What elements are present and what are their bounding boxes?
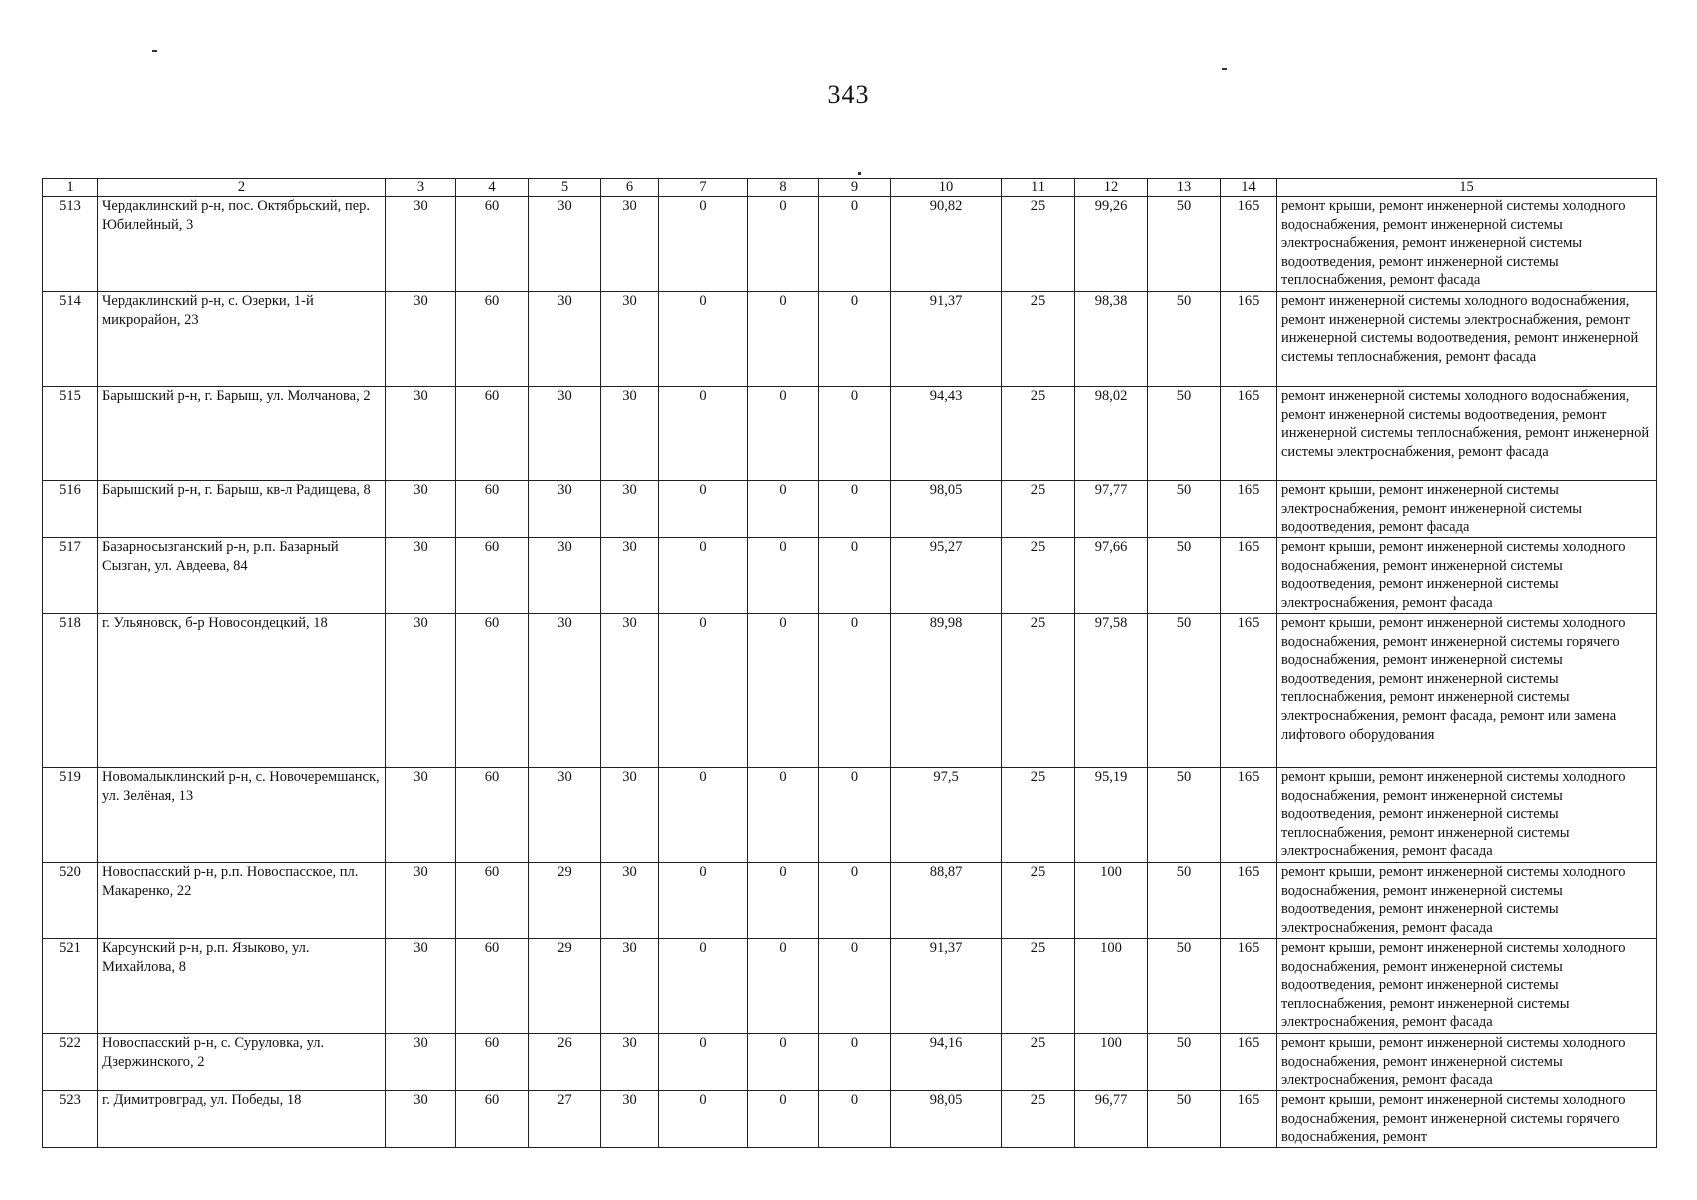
- value-cell: 50: [1148, 197, 1221, 292]
- address-cell: г. Ульяновск, б-р Новосондецкий, 18: [98, 614, 386, 768]
- value-cell: 30: [529, 292, 601, 387]
- works-list-cell: ремонт крыши, ремонт инженерной системы электроснабжения, ремонт инженерной системы водоотведения, ремонт фасада: [1277, 481, 1657, 538]
- row-number-cell: 518: [43, 614, 98, 768]
- value-cell: 91,37: [891, 292, 1002, 387]
- value-cell: 95,27: [891, 538, 1002, 614]
- value-cell: 165: [1221, 292, 1277, 387]
- works-list-cell: ремонт крыши, ремонт инженерной системы холодного водоснабжения, ремонт инженерной системы электроснабжения, ремонт инженерной системы водоотведения, ремонт инженерной системы теплоснабжения, ремонт фасада: [1277, 197, 1657, 292]
- value-cell: 60: [456, 768, 529, 863]
- works-list-cell: ремонт крыши, ремонт инженерной системы холодного водоснабжения, ремонт инженерной системы горячего водоснабжения, ремонт инженерной системы водоотведения, ремонт инженерной системы теплоснабжения, ремонт инженерной системы электроснабжения, ремонт фасада, ремонт или замена лифтового оборудования: [1277, 614, 1657, 768]
- value-cell: 0: [819, 538, 891, 614]
- table-row: [43, 863, 1657, 939]
- value-cell: 165: [1221, 481, 1277, 538]
- scan-speck: [858, 172, 861, 175]
- value-cell: 94,16: [891, 1034, 1002, 1091]
- column-header: 7: [659, 179, 748, 197]
- column-header: 8: [748, 179, 819, 197]
- column-header: 1: [43, 179, 98, 197]
- table-row: [43, 1034, 1657, 1091]
- value-cell: 30: [601, 197, 659, 292]
- works-list-cell: ремонт крыши, ремонт инженерной системы холодного водоснабжения, ремонт инженерной системы водоотведения, ремонт инженерной системы электроснабжения, ремонт фасада: [1277, 538, 1657, 614]
- works-list-cell: ремонт крыши, ремонт инженерной системы холодного водоснабжения, ремонт инженерной системы электроснабжения, ремонт фасада: [1277, 1034, 1657, 1091]
- value-cell: 0: [659, 614, 748, 768]
- row-number-cell: 519: [43, 768, 98, 863]
- value-cell: 97,58: [1075, 614, 1148, 768]
- value-cell: 60: [456, 939, 529, 1034]
- value-cell: 30: [601, 939, 659, 1034]
- value-cell: 0: [819, 939, 891, 1034]
- works-list-cell: ремонт крыши, ремонт инженерной системы холодного водоснабжения, ремонт инженерной системы водоотведения, ремонт инженерной системы теплоснабжения, ремонт инженерной системы электроснабжения, ремонт фасада: [1277, 939, 1657, 1034]
- value-cell: 0: [748, 1034, 819, 1091]
- value-cell: 97,5: [891, 768, 1002, 863]
- value-cell: 97,77: [1075, 481, 1148, 538]
- value-cell: 0: [748, 387, 819, 481]
- value-cell: 99,26: [1075, 197, 1148, 292]
- value-cell: 60: [456, 292, 529, 387]
- value-cell: 0: [659, 1091, 748, 1148]
- column-header: 13: [1148, 179, 1221, 197]
- value-cell: 0: [819, 614, 891, 768]
- table-row: [43, 538, 1657, 614]
- value-cell: 165: [1221, 768, 1277, 863]
- value-cell: 30: [601, 481, 659, 538]
- value-cell: 30: [601, 292, 659, 387]
- value-cell: 0: [748, 768, 819, 863]
- value-cell: 30: [386, 939, 456, 1034]
- value-cell: 25: [1002, 614, 1075, 768]
- value-cell: 25: [1002, 1091, 1075, 1148]
- value-cell: 25: [1002, 863, 1075, 939]
- works-list-cell: ремонт крыши, ремонт инженерной системы холодного водоснабжения, ремонт инженерной системы горячего водоснабжения, ремонт: [1277, 1091, 1657, 1148]
- value-cell: 0: [748, 197, 819, 292]
- value-cell: 30: [386, 197, 456, 292]
- value-cell: 30: [529, 614, 601, 768]
- value-cell: 60: [456, 1034, 529, 1091]
- column-header: 14: [1221, 179, 1277, 197]
- address-cell: Новомалыклинский р-н, с. Новочеремшанск, ул. Зелёная, 13: [98, 768, 386, 863]
- value-cell: 0: [748, 863, 819, 939]
- value-cell: 25: [1002, 768, 1075, 863]
- table-row: [43, 768, 1657, 863]
- table-row: [43, 1091, 1657, 1148]
- column-header: 5: [529, 179, 601, 197]
- table-body: [43, 197, 1657, 1148]
- table-row: [43, 197, 1657, 292]
- address-cell: Чердаклинский р-н, с. Озерки, 1-й микрорайон, 23: [98, 292, 386, 387]
- address-cell: г. Димитровград, ул. Победы, 18: [98, 1091, 386, 1148]
- value-cell: 30: [386, 1034, 456, 1091]
- address-cell: Карсунский р-н, р.п. Языково, ул. Михайлова, 8: [98, 939, 386, 1034]
- value-cell: 30: [529, 387, 601, 481]
- value-cell: 0: [659, 863, 748, 939]
- value-cell: 165: [1221, 939, 1277, 1034]
- value-cell: 50: [1148, 1091, 1221, 1148]
- row-number-cell: 523: [43, 1091, 98, 1148]
- value-cell: 30: [601, 538, 659, 614]
- value-cell: 30: [386, 768, 456, 863]
- value-cell: 0: [748, 614, 819, 768]
- row-number-cell: 522: [43, 1034, 98, 1091]
- value-cell: 26: [529, 1034, 601, 1091]
- table-row: [43, 481, 1657, 538]
- value-cell: 0: [819, 1091, 891, 1148]
- value-cell: 0: [659, 939, 748, 1034]
- value-cell: 0: [748, 538, 819, 614]
- value-cell: 0: [659, 197, 748, 292]
- value-cell: 96,77: [1075, 1091, 1148, 1148]
- value-cell: 0: [819, 387, 891, 481]
- value-cell: 25: [1002, 292, 1075, 387]
- value-cell: 30: [386, 481, 456, 538]
- value-cell: 29: [529, 939, 601, 1034]
- value-cell: 30: [601, 1091, 659, 1148]
- value-cell: 100: [1075, 1034, 1148, 1091]
- scan-speck: [1222, 68, 1227, 70]
- value-cell: 25: [1002, 939, 1075, 1034]
- value-cell: 50: [1148, 768, 1221, 863]
- column-header: 15: [1277, 179, 1657, 197]
- value-cell: 100: [1075, 863, 1148, 939]
- row-number-cell: 513: [43, 197, 98, 292]
- value-cell: 50: [1148, 292, 1221, 387]
- table-row: [43, 387, 1657, 481]
- value-cell: 95,19: [1075, 768, 1148, 863]
- value-cell: 30: [529, 768, 601, 863]
- works-list-cell: ремонт инженерной системы холодного водоснабжения, ремонт инженерной системы электроснабжения, ремонт инженерной системы водоотведения, ремонт инженерной системы теплоснабжения, ремонт фасада: [1277, 292, 1657, 387]
- value-cell: 0: [659, 292, 748, 387]
- value-cell: 90,82: [891, 197, 1002, 292]
- value-cell: 60: [456, 538, 529, 614]
- works-list-cell: ремонт крыши, ремонт инженерной системы холодного водоснабжения, ремонт инженерной системы водоотведения, ремонт инженерной системы электроснабжения, ремонт фасада: [1277, 863, 1657, 939]
- row-number-cell: 514: [43, 292, 98, 387]
- value-cell: 50: [1148, 863, 1221, 939]
- row-number-cell: 517: [43, 538, 98, 614]
- row-number-cell: 521: [43, 939, 98, 1034]
- address-cell: Барышский р-н, г. Барыш, ул. Молчанова, 2: [98, 387, 386, 481]
- value-cell: 88,87: [891, 863, 1002, 939]
- works-list-cell: ремонт крыши, ремонт инженерной системы холодного водоснабжения, ремонт инженерной системы водоотведения, ремонт инженерной системы теплоснабжения, ремонт инженерной системы электроснабжения, ремонт фасада: [1277, 768, 1657, 863]
- value-cell: 0: [659, 538, 748, 614]
- value-cell: 30: [601, 863, 659, 939]
- repair-program-table: [42, 178, 1657, 1148]
- scan-speck: [152, 50, 157, 52]
- value-cell: 60: [456, 387, 529, 481]
- value-cell: 25: [1002, 538, 1075, 614]
- value-cell: 0: [819, 1034, 891, 1091]
- value-cell: 60: [456, 1091, 529, 1148]
- value-cell: 30: [386, 863, 456, 939]
- value-cell: 30: [601, 614, 659, 768]
- table-row: [43, 292, 1657, 387]
- value-cell: 0: [748, 481, 819, 538]
- value-cell: 165: [1221, 1091, 1277, 1148]
- value-cell: 98,02: [1075, 387, 1148, 481]
- value-cell: 165: [1221, 863, 1277, 939]
- value-cell: 165: [1221, 387, 1277, 481]
- value-cell: 0: [659, 387, 748, 481]
- value-cell: 91,37: [891, 939, 1002, 1034]
- value-cell: 0: [659, 1034, 748, 1091]
- value-cell: 165: [1221, 538, 1277, 614]
- value-cell: 50: [1148, 387, 1221, 481]
- column-header: 6: [601, 179, 659, 197]
- value-cell: 0: [659, 481, 748, 538]
- value-cell: 60: [456, 481, 529, 538]
- value-cell: 97,66: [1075, 538, 1148, 614]
- value-cell: 30: [601, 387, 659, 481]
- value-cell: 100: [1075, 939, 1148, 1034]
- column-header: 10: [891, 179, 1002, 197]
- column-number-row: [43, 179, 1657, 197]
- value-cell: 30: [386, 538, 456, 614]
- address-cell: Новоспасский р-н, р.п. Новоспасское, пл. Макаренко, 22: [98, 863, 386, 939]
- value-cell: 25: [1002, 387, 1075, 481]
- address-cell: Чердаклинский р-н, пос. Октябрьский, пер. Юбилейный, 3: [98, 197, 386, 292]
- address-cell: Базарносызганский р-н, р.п. Базарный Сызган, ул. Авдеева, 84: [98, 538, 386, 614]
- value-cell: 0: [819, 197, 891, 292]
- value-cell: 30: [386, 614, 456, 768]
- value-cell: 29: [529, 863, 601, 939]
- value-cell: 0: [748, 939, 819, 1034]
- value-cell: 60: [456, 614, 529, 768]
- value-cell: 30: [601, 1034, 659, 1091]
- value-cell: 0: [748, 292, 819, 387]
- value-cell: 27: [529, 1091, 601, 1148]
- value-cell: 98,38: [1075, 292, 1148, 387]
- value-cell: 50: [1148, 614, 1221, 768]
- value-cell: 50: [1148, 538, 1221, 614]
- value-cell: 30: [529, 538, 601, 614]
- value-cell: 30: [601, 768, 659, 863]
- value-cell: 0: [748, 1091, 819, 1148]
- value-cell: 89,98: [891, 614, 1002, 768]
- value-cell: 30: [386, 387, 456, 481]
- value-cell: 0: [819, 863, 891, 939]
- value-cell: 0: [819, 292, 891, 387]
- value-cell: 60: [456, 197, 529, 292]
- value-cell: 50: [1148, 939, 1221, 1034]
- value-cell: 50: [1148, 481, 1221, 538]
- value-cell: 94,43: [891, 387, 1002, 481]
- column-header: 12: [1075, 179, 1148, 197]
- value-cell: 0: [659, 768, 748, 863]
- value-cell: 98,05: [891, 1091, 1002, 1148]
- value-cell: 98,05: [891, 481, 1002, 538]
- value-cell: 165: [1221, 197, 1277, 292]
- value-cell: 0: [819, 768, 891, 863]
- address-cell: Новоспасский р-н, с. Суруловка, ул. Дзержинского, 2: [98, 1034, 386, 1091]
- value-cell: 25: [1002, 1034, 1075, 1091]
- row-number-cell: 515: [43, 387, 98, 481]
- value-cell: 60: [456, 863, 529, 939]
- column-header: 9: [819, 179, 891, 197]
- column-header: 11: [1002, 179, 1075, 197]
- works-list-cell: ремонт инженерной системы холодного водоснабжения, ремонт инженерной системы водоотведения, ремонт инженерной системы теплоснабжения, ремонт инженерной системы электроснабжения, ремонт фасада: [1277, 387, 1657, 481]
- value-cell: 30: [529, 197, 601, 292]
- row-number-cell: 516: [43, 481, 98, 538]
- value-cell: 165: [1221, 1034, 1277, 1091]
- value-cell: 30: [529, 481, 601, 538]
- column-header: 2: [98, 179, 386, 197]
- value-cell: 30: [386, 292, 456, 387]
- table-row: [43, 614, 1657, 768]
- column-header: 4: [456, 179, 529, 197]
- value-cell: 25: [1002, 481, 1075, 538]
- address-cell: Барышский р-н, г. Барыш, кв-л Радищева, 8: [98, 481, 386, 538]
- value-cell: 50: [1148, 1034, 1221, 1091]
- column-header: 3: [386, 179, 456, 197]
- table-row: [43, 939, 1657, 1034]
- value-cell: 30: [386, 1091, 456, 1148]
- value-cell: 0: [819, 481, 891, 538]
- row-number-cell: 520: [43, 863, 98, 939]
- value-cell: 25: [1002, 197, 1075, 292]
- page-number: 343: [827, 80, 870, 109]
- value-cell: 165: [1221, 614, 1277, 768]
